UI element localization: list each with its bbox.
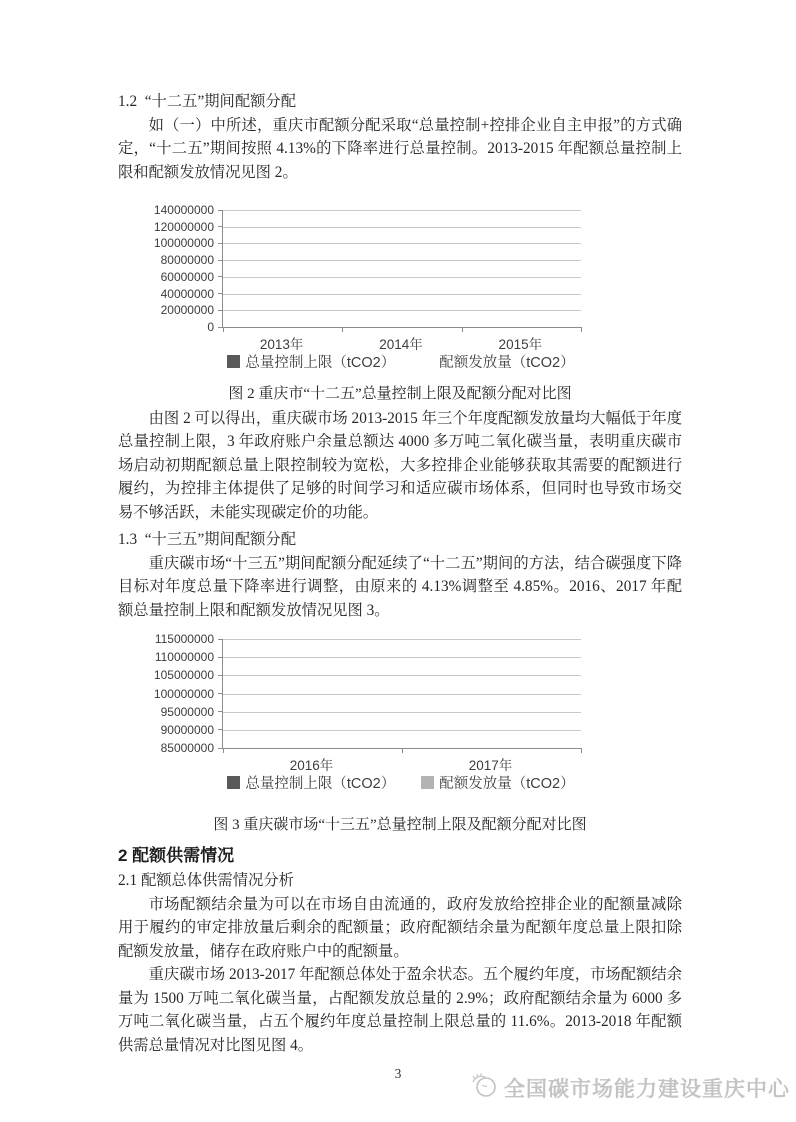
page-number: 3 bbox=[394, 1066, 402, 1081]
section-heading-1-3: 1.3 “十三五”期间配额分配 bbox=[118, 531, 297, 548]
legend-item bbox=[421, 772, 574, 793]
y-axis-tick-label: 20000000 bbox=[160, 303, 214, 318]
chart-fig3 bbox=[118, 632, 682, 794]
paragraph-2-1-a: 市场配额结余量为可以在市场自由流通的，政府发放给控排企业的配额量减除用于履约的审定排放量后剩余的配额量；政府配额结余量为配额年度总量上限扣除配额发放量，储存在政府账户中的配额量。 bbox=[118, 895, 682, 960]
chart-fig2-legend bbox=[222, 350, 580, 373]
y-axis-tick-label: 115000000 bbox=[154, 632, 214, 646]
gridline bbox=[223, 294, 581, 295]
legend-item bbox=[227, 772, 395, 793]
gridline bbox=[223, 657, 581, 658]
y-axis-tick-label: 110000000 bbox=[154, 650, 214, 665]
y-axis-tick-label: 80000000 bbox=[160, 253, 214, 268]
center-logo-icon bbox=[468, 1070, 500, 1105]
legend-label: 总量控制上限（tCO2） bbox=[245, 355, 396, 371]
gridline bbox=[223, 694, 581, 695]
gridline bbox=[223, 310, 581, 311]
y-axis-tick-label: 60000000 bbox=[160, 269, 214, 284]
paragraph-2-1-b: 重庆碳市场 2013-2017 年配额总体处于盈余状态。五个履约年度，市场配额结余量为 1500 万吨二氧化碳当量，占配额发放总量的 2.9%；政府配额结余量为 6000 多万吨二氧化碳当量，占五个履约年度总量控制上限总量的 11.6%。2013-2018 年配额供需总量情况对比图见图 4。 bbox=[118, 966, 682, 1054]
figure-2-caption: 图 2 重庆市“十二五”总量控制上限及配额分配对比图 bbox=[228, 386, 572, 402]
x-axis-category-label: 2013年 bbox=[259, 337, 304, 352]
legend-label: 配额发放量（tCO2） bbox=[439, 776, 575, 792]
gridline bbox=[223, 210, 581, 211]
legend-label: 配额发放量（tCO2） bbox=[439, 355, 575, 371]
legend-swatch bbox=[227, 776, 240, 789]
x-axis-tick-mark bbox=[581, 748, 582, 753]
chart-fig3-legend bbox=[222, 771, 580, 794]
section-heading-1-2: 1.2 “十二五”期间配额分配 bbox=[118, 93, 297, 110]
y-axis-tick-label: 85000000 bbox=[160, 741, 214, 755]
gridline bbox=[223, 730, 581, 731]
y-axis-tick-label: 100000000 bbox=[153, 236, 214, 251]
y-axis-tick-label: 95000000 bbox=[160, 704, 214, 719]
chart-fig2-x-axis bbox=[222, 328, 580, 350]
chart-fig3-y-axis bbox=[118, 632, 222, 755]
page-content bbox=[118, 90, 682, 1057]
x-axis-category-label: 2014年 bbox=[379, 337, 423, 352]
footer-watermark-text: 全国碳市场能力建设重庆中心 bbox=[504, 1077, 790, 1101]
gridline bbox=[223, 639, 581, 640]
gridline bbox=[223, 712, 581, 713]
legend-swatch bbox=[421, 776, 434, 789]
x-axis-category-label: 2015年 bbox=[498, 337, 543, 352]
chart-fig3-body bbox=[118, 632, 682, 755]
legend-item bbox=[421, 351, 574, 372]
figure-3-caption: 图 3 重庆碳市场“十三五”总量控制上限及配额分配对比图 bbox=[213, 817, 587, 833]
section-heading-2-1: 2.1 配额总体供需情况分析 bbox=[118, 872, 294, 889]
y-axis-tick-label: 90000000 bbox=[160, 722, 214, 737]
legend-item bbox=[227, 351, 395, 372]
paragraph-1-2: 如（一）中所述，重庆市配额分配采取“总量控制+控排企业自主申报”的方式确定，“十二五”期间按照 4.13%的下降率进行总量控制。2013-2015 年配额总量控制上限和配额发放情况见图 2。 bbox=[118, 116, 682, 181]
gridline bbox=[223, 260, 581, 261]
y-axis-tick-label: 100000000 bbox=[153, 686, 214, 701]
gridline bbox=[223, 277, 581, 278]
y-axis-tick-label: 140000000 bbox=[153, 203, 214, 217]
footer-watermark bbox=[468, 1070, 790, 1105]
paragraph-after-fig2: 由图 2 可以得出，重庆碳市场 2013-2015 年三个年度配额发放量均大幅低于年度总量控制上限，3 年政府账户余量总额达 4000 多万吨二氧化碳当量，表明重庆碳市场启动初期配额总量上限控制较为宽松，大多控排企业能够获取其需要的配额进行履约，为控排主体提供了足够的时间学习和适应碳市场体系，但同时也导致市场交易不够活跃，未能实现碳定价的功能。 bbox=[118, 409, 682, 521]
chart-fig2-y-axis bbox=[118, 203, 222, 334]
section-heading-2: 2 配额供需情况 bbox=[118, 845, 235, 865]
y-axis-tick-label: 0 bbox=[207, 320, 214, 334]
x-axis-tick-mark bbox=[581, 327, 582, 332]
legend-swatch bbox=[227, 355, 240, 368]
y-axis-tick-label: 105000000 bbox=[153, 668, 214, 683]
chart-fig3-plot-area bbox=[222, 639, 581, 749]
gridline bbox=[223, 675, 581, 676]
x-axis-category-label: 2016年 bbox=[289, 758, 334, 773]
chart-fig2-body bbox=[118, 203, 682, 334]
paragraph-1-3: 重庆碳市场“十三五”期间配额分配延续了“十二五”期间的方法，结合碳强度下降目标对年度总量下降率进行调整，由原来的 4.13%调整至 4.85%。2016、2017 年配额总量控制上限和配额发放情况见图 3。 bbox=[118, 554, 682, 619]
x-axis-category-label: 2017年 bbox=[468, 758, 513, 773]
chart-fig3-x-axis bbox=[222, 749, 580, 771]
gridline bbox=[223, 227, 581, 228]
legend-swatch bbox=[421, 355, 434, 368]
y-axis-tick-label: 120000000 bbox=[153, 219, 214, 234]
legend-label: 总量控制上限（tCO2） bbox=[245, 776, 396, 792]
chart-fig2-plot-area bbox=[222, 210, 581, 328]
y-axis-tick-label: 40000000 bbox=[160, 286, 214, 301]
chart-fig2 bbox=[118, 203, 682, 373]
gridline bbox=[223, 243, 581, 244]
